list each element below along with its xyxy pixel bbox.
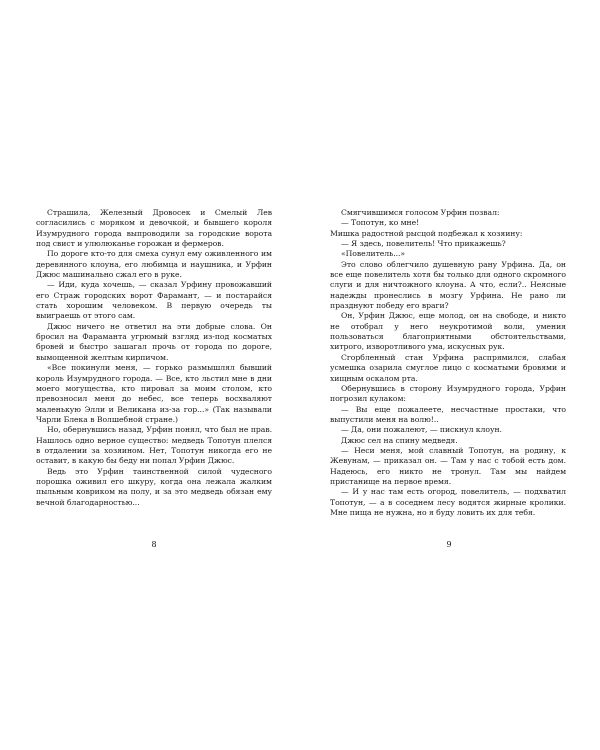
paragraph: Джюс ничего не ответил на эти добрые слова. Он бросил на Фараманта угрюмый взгляд из-под косматых бровей и быстро зашагал прочь от города по дороге, вымощенной желтым кирпичом. (36, 321, 272, 362)
paragraph: Джюс сел на спину медведя. (341, 435, 458, 445)
paragraph: «Все покинули меня, — горько размышлял бывший король Изумрудного города. — Все, кто льстил мне в дни моего могущества, кто пировал за моим столом, кто превозносил меня до небес, все теперь восхваляют маленькую Элли и Великана из-за гор...» (Так называли Чарли Блека в Волшебной стране.) (36, 363, 272, 424)
paragraph: Но, обернувшись назад, Урфин понял, что был не прав. Нашлось одно верное существо: медведь Топотун плелся в отдалении за хозяином. Нет, Топотун никогда его не оставит, в какую бы беду ни попал Урфин Джюс. (36, 425, 272, 466)
left-page-number: 8 (151, 540, 157, 549)
paragraph: — Топотун, ко мне! (341, 218, 420, 228)
paragraph: — Вы еще пожалеете, несчастные простаки, что выпустили меня на волю!.. (330, 404, 566, 424)
paragraph: — Иди, куда хочешь, — сказал Урфину провожавший его Страж городских ворот Фарамант, — и постарайся стать хорошим человеком. В первую очередь ты выиграешь от этого сам. (36, 280, 272, 321)
right-page-text (330, 208, 566, 518)
paragraph: — Неси меня, мой славный Топотун, на родину, к Жевунам, — приказал он. — Там у нас с тобой есть дом. Надеюсь, его никто не тронул. Там мы найдем пристанище на первое время. (330, 445, 566, 486)
paragraph: Мишка радостной рысцой подбежал к хозяину: (330, 228, 523, 238)
paragraph: Сгорбленный стан Урфина распрямился, слабая усмешка озарила смуглое лицо с косматыми бровями и хищным оскалом рта. (330, 352, 566, 383)
paragraph: Это слово облегчило душевную рану Урфина. Да, он все еще повелитель хотя бы только для одного скромного слуги и для ничтожного клоуна. А что, если?.. Неясные надежды пронеслись в мозгу Урфина. Не рано ли празднуют победу его враги? (330, 259, 566, 311)
paragraph: «Повелитель...» (341, 249, 406, 259)
paragraph: Обернувшись в сторону Изумрудного города, Урфин погрозил кулаком: (330, 383, 566, 404)
right-page-number: 9 (446, 540, 452, 549)
paragraph: — Я здесь, повелитель! Что прикажешь? (341, 239, 506, 249)
paragraph: Он, Урфин Джюс, еще молод, он на свободе, и никто не отобрал у него неукротимой воли, умения пользоваться благоприятными обстоятельствами, хитрого, изворотливого ума, искусных рук. (330, 311, 566, 352)
paragraph: Смягчившимся голосом Урфин позвал: (341, 208, 500, 217)
paragraph: — И у нас там есть огород, повелитель, — подхватил Топотун, — а в соседнем лесу водятся жирные кролики. Мне пища не нужна, но я буду ловить их для тебя. (330, 487, 566, 517)
left-page-text (36, 208, 272, 508)
paragraph: — Да, они пожалеют, — пискнул клоун. (341, 425, 502, 435)
paragraph: Ведь это Урфин таинственной силой чудесного порошка оживил его шкуру, когда она лежала жалким пыльным ковриком на полу, и за это медведь обязан ему вечной благодарностью... (36, 466, 272, 507)
paragraph: По дороге кто-то для смеха сунул ему оживленного им деревянного клоуна, его любимца и наушника, и Урфин Джюс машинально сжал его в руке. (36, 249, 272, 280)
paragraph: Страшила, Железный Дровосек и Смелый Лев согласились с моряком и девочкой, и бывшего короля Изумрудного города выпроводили за городские ворота под свист и улюлюканье горожан и фермеров. (36, 208, 272, 249)
